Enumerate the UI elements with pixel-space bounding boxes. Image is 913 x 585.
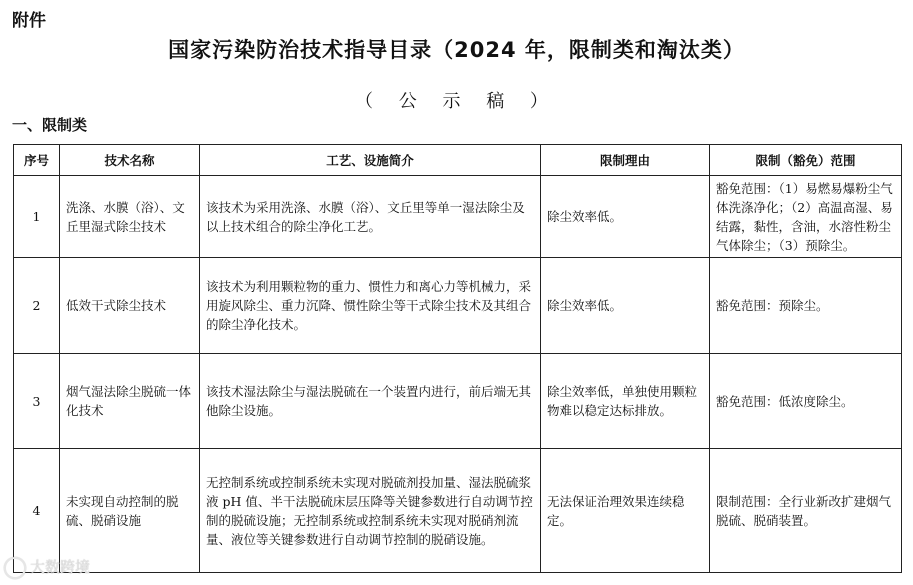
- watermark: [4, 556, 90, 579]
- header-process-intro: 工艺、设施简介: [200, 145, 541, 176]
- table-row: [14, 449, 902, 573]
- table-row: [14, 354, 902, 449]
- table-row: [14, 176, 902, 258]
- row-number: 3: [14, 354, 60, 449]
- row-process-intro: 无控制系统或控制系统未实现对脱硫剂投加量、湿法脱硫浆液 pH 值、半干法脱硫床层压降等关键参数进行自动调节控制的脱硫设施；无控制系统或控制系统未实现对脱硝剂流量、液位等关键参数进行自动调节控制的脱硝设施。: [200, 449, 541, 573]
- row-tech-name: 低效干式除尘技术: [60, 258, 200, 354]
- document-title: 国家污染防治技术指导目录（2024 年，限制类和淘汰类）: [168, 38, 745, 62]
- row-tech-name: 烟气湿法除尘脱硫一体化技术: [60, 354, 200, 449]
- header-restriction-scope: 限制（豁免）范围: [710, 145, 902, 176]
- table-row: [14, 258, 902, 354]
- document-subtitle: （ 公 示 稿 ）: [355, 91, 558, 112]
- row-process-intro: 该技术为利用颗粒物的重力、惯性力和离心力等机械力，采用旋风除尘、重力沉降、惯性除尘等干式除尘技术及其组合的除尘净化技术。: [200, 258, 541, 354]
- header-number: 序号: [14, 145, 60, 176]
- row-number: 4: [14, 449, 60, 573]
- row-restriction-scope: 豁免范围：（1）易燃易爆粉尘气体洗涤净化；（2）高温高湿、易结露，黏性，含油，水溶性粉尘气体除尘；（3）预除尘。: [710, 176, 902, 258]
- row-process-intro: 该技术为采用洗涤、水膜（浴）、文丘里等单一湿法除尘及以上技术组合的除尘净化工艺。: [200, 176, 541, 258]
- watermark-text: 大数跨境: [30, 558, 91, 576]
- section-heading: 一、限制类: [12, 116, 88, 134]
- row-number: 2: [14, 258, 60, 354]
- row-restriction-reason: 除尘效率低。: [541, 176, 710, 258]
- row-restriction-reason: 无法保证治理效果连续稳定。: [541, 449, 710, 573]
- row-tech-name: 未实现自动控制的脱硫、脱硝设施: [60, 449, 200, 573]
- row-restriction-scope: 豁免范围：低浓度除尘。: [710, 354, 902, 449]
- row-restriction-reason: 除尘效率低，单独使用颗粒物难以稳定达标排放。: [541, 354, 710, 449]
- table-header-row: [14, 145, 902, 176]
- row-restriction-reason: 除尘效率低。: [541, 258, 710, 354]
- row-process-intro: 该技术湿法除尘与湿法脱硫在一个装置内进行，前后端无其他除尘设施。: [200, 354, 541, 449]
- row-restriction-scope: 豁免范围：预除尘。: [710, 258, 902, 354]
- header-tech-name: 技术名称: [60, 145, 200, 176]
- row-tech-name: 洗涤、水膜（浴）、文丘里湿式除尘技术: [60, 176, 200, 258]
- row-restriction-scope: 限制范围：全行业新改扩建烟气脱硫、脱硝装置。: [710, 449, 902, 573]
- row-number: 1: [14, 176, 60, 258]
- watermark-logo-icon: [4, 557, 26, 579]
- restriction-table: [13, 144, 902, 573]
- annex-label: 附件: [12, 11, 46, 31]
- header-restriction-reason: 限制理由: [541, 145, 710, 176]
